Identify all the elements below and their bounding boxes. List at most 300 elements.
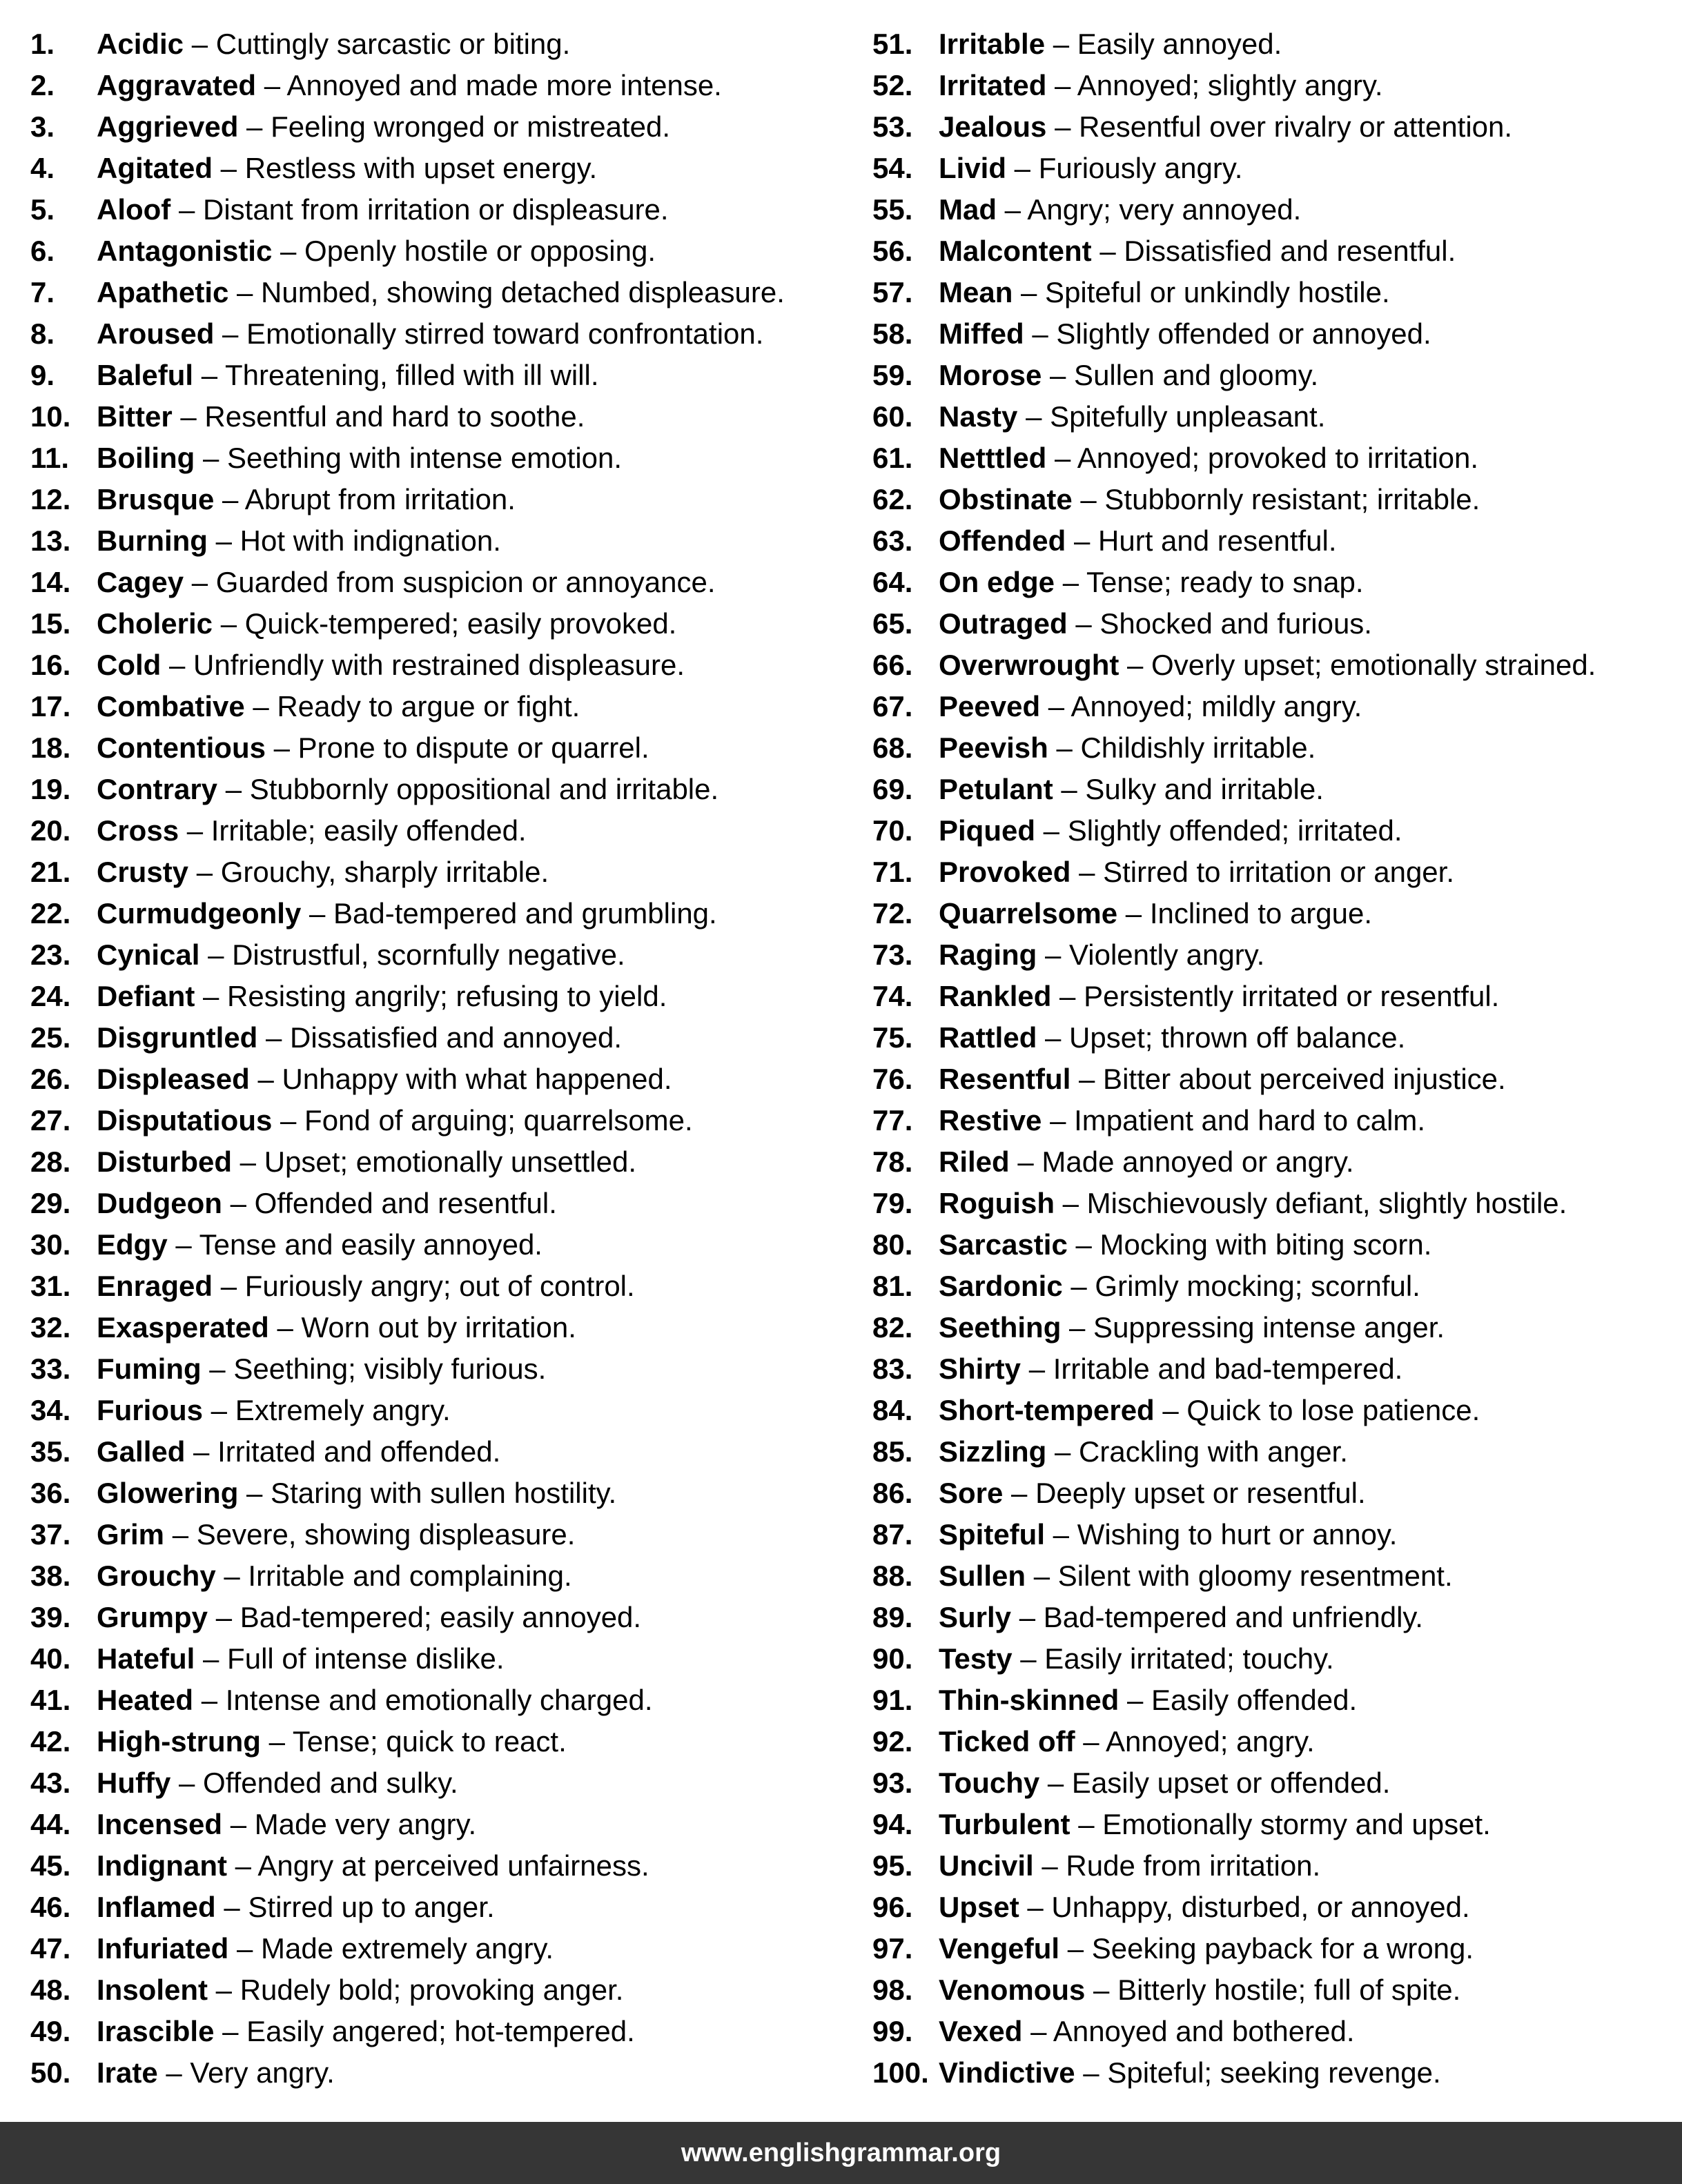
item-word: Contrary [97, 773, 218, 805]
list-item [30, 1804, 859, 1845]
item-definition: – Easily upset or offended. [1039, 1767, 1391, 1799]
item-number: 23. [30, 938, 71, 971]
item-number: 50. [30, 2056, 71, 2089]
item-definition: – Very angry. [157, 2056, 335, 2089]
item-word: Testy [939, 1642, 1013, 1675]
list-item [872, 313, 1680, 355]
item-definition: – Bad-tempered; easily annoyed. [208, 1601, 642, 1633]
list-item [872, 1845, 1680, 1887]
item-word: On edge [939, 566, 1055, 598]
item-definition: – Abrupt from irritation. [214, 483, 516, 515]
item-number: 88. [872, 1560, 913, 1592]
item-word: Sullen [939, 1560, 1026, 1592]
item-word: Aloof [97, 193, 171, 226]
item-word: Seething [939, 1311, 1062, 1344]
item-definition: – Tense; quick to react. [260, 1725, 567, 1758]
list-item [30, 1017, 859, 1059]
item-number: 28. [30, 1145, 71, 1178]
word-list-column-right [872, 23, 1680, 2094]
list-item [30, 1431, 859, 1473]
item-word: Sardonic [939, 1270, 1063, 1302]
item-number: 85. [872, 1435, 913, 1468]
item-word: Cross [97, 814, 179, 847]
item-definition: – Upset; thrown off balance. [1037, 1021, 1406, 1054]
item-number: 74. [872, 980, 913, 1012]
list-item [872, 1141, 1680, 1183]
item-number: 10. [30, 400, 71, 433]
list-item [30, 1969, 859, 2011]
item-word: Morose [939, 359, 1042, 391]
item-word: Outraged [939, 607, 1068, 640]
item-word: Crusty [97, 856, 189, 888]
item-number: 98. [872, 1974, 913, 2006]
item-word: Shirty [939, 1352, 1021, 1385]
item-definition: – Emotionally stormy and upset. [1070, 1808, 1491, 1840]
word-list-column-left [30, 23, 859, 2094]
item-word: Bitter [97, 400, 173, 433]
item-number: 89. [872, 1601, 913, 1633]
item-number: 55. [872, 193, 913, 226]
item-word: Grouchy [97, 1560, 216, 1592]
item-definition: – Violently angry. [1037, 938, 1265, 971]
item-word: Brusque [97, 483, 215, 515]
item-definition: – Bitter about perceived injustice. [1070, 1063, 1506, 1095]
item-word: Infuriated [97, 1932, 229, 1965]
item-definition: – Emotionally stirred toward confrontation. [214, 317, 764, 350]
item-definition: – Wishing to hurt or annoy. [1045, 1518, 1398, 1551]
item-word: Vengeful [939, 1932, 1060, 1965]
item-definition: – Annoyed and bothered. [1022, 2015, 1355, 2047]
item-definition: – Fond of arguing; quarrelsome. [272, 1104, 693, 1137]
item-word: Disturbed [97, 1145, 233, 1178]
item-word: Heated [97, 1684, 194, 1716]
item-word: Grim [97, 1518, 165, 1551]
item-word: Combative [97, 690, 245, 722]
item-number: 46. [30, 1891, 71, 1923]
item-word: Irascible [97, 2015, 215, 2047]
list-item [872, 1431, 1680, 1473]
item-definition: – Upset; emotionally unsettled. [232, 1145, 637, 1178]
item-number: 96. [872, 1891, 913, 1923]
list-item [872, 1017, 1680, 1059]
item-definition: – Distrustful, scornfully negative. [199, 938, 625, 971]
item-definition: – Bad-tempered and unfriendly. [1011, 1601, 1423, 1633]
item-number: 64. [872, 566, 913, 598]
item-word: Petulant [939, 773, 1053, 805]
item-word: Irritated [939, 69, 1047, 101]
item-definition: – Dissatisfied and resentful. [1091, 235, 1456, 267]
list-item [872, 1804, 1680, 1845]
list-item [872, 520, 1680, 562]
item-definition: – Severe, showing displeasure. [164, 1518, 576, 1551]
item-word: Sore [939, 1477, 1004, 1509]
list-item [872, 65, 1680, 106]
item-word: Thin-skinned [939, 1684, 1119, 1716]
item-number: 70. [872, 814, 913, 847]
item-number: 29. [30, 1187, 71, 1219]
list-item [872, 272, 1680, 313]
list-item [872, 893, 1680, 934]
list-item [30, 437, 859, 479]
item-number: 94. [872, 1808, 913, 1840]
item-definition: – Easily angered; hot-tempered. [214, 2015, 635, 2047]
item-word: Acidic [97, 28, 184, 60]
item-definition: – Cuttingly sarcastic or biting. [184, 28, 571, 60]
list-item [30, 2052, 859, 2094]
item-definition: – Quick-tempered; easily provoked. [213, 607, 677, 640]
item-number: 66. [872, 649, 913, 681]
list-item [30, 230, 859, 272]
item-definition: – Resisting angrily; refusing to yield. [195, 980, 667, 1012]
item-definition: – Restless with upset energy. [213, 152, 598, 184]
list-item [872, 479, 1680, 520]
list-item [872, 2011, 1680, 2052]
item-definition: – Irritable and complaining. [215, 1560, 572, 1592]
item-definition: – Made extremely angry. [228, 1932, 554, 1965]
list-item [30, 562, 859, 603]
item-number: 16. [30, 649, 71, 681]
item-word: Aggrieved [97, 110, 239, 143]
item-number: 59. [872, 359, 913, 391]
list-item [30, 1721, 859, 1762]
list-item [30, 1887, 859, 1928]
item-word: Venomous [939, 1974, 1086, 2006]
item-definition: – Irritable; easily offended. [179, 814, 527, 847]
item-number: 40. [30, 1642, 71, 1675]
list-item [30, 1473, 859, 1514]
item-definition: – Numbed, showing detached displeasure. [228, 276, 785, 308]
item-word: Obstinate [939, 483, 1073, 515]
item-number: 21. [30, 856, 71, 888]
list-item [30, 1100, 859, 1141]
list-item [872, 727, 1680, 769]
item-number: 58. [872, 317, 913, 350]
item-number: 69. [872, 773, 913, 805]
item-definition: – Full of intense dislike. [195, 1642, 505, 1675]
list-item [872, 1266, 1680, 1307]
item-definition: – Offended and sulky. [170, 1767, 458, 1799]
list-item [872, 355, 1680, 396]
item-number: 91. [872, 1684, 913, 1716]
item-definition: – Threatening, filled with ill will. [193, 359, 599, 391]
item-number: 53. [872, 110, 913, 143]
item-word: Upset [939, 1891, 1019, 1923]
item-definition: – Unfriendly with restrained displeasure. [161, 649, 685, 681]
list-item [872, 1514, 1680, 1555]
list-item [30, 1307, 859, 1348]
item-definition: – Tense; ready to snap. [1055, 566, 1364, 598]
item-definition: – Shocked and furious. [1067, 607, 1372, 640]
list-item [30, 893, 859, 934]
item-word: Nasty [939, 400, 1018, 433]
list-item [30, 1390, 859, 1431]
item-definition: – Childishly irritable. [1048, 731, 1316, 764]
list-item [30, 1555, 859, 1597]
item-word: Burning [97, 524, 208, 557]
item-number: 44. [30, 1808, 71, 1840]
item-word: Malcontent [939, 235, 1092, 267]
item-definition: – Stubbornly oppositional and irritable. [217, 773, 719, 805]
item-definition: – Annoyed and made more intense. [256, 69, 722, 101]
item-number: 76. [872, 1063, 913, 1095]
list-item [30, 1680, 859, 1721]
item-number: 11. [30, 442, 70, 474]
list-item [872, 1100, 1680, 1141]
item-number: 80. [872, 1228, 913, 1261]
list-item [872, 1555, 1680, 1597]
item-number: 92. [872, 1725, 913, 1758]
item-definition: – Made very angry. [222, 1808, 477, 1840]
item-number: 32. [30, 1311, 71, 1344]
item-word: Huffy [97, 1767, 171, 1799]
list-item [30, 769, 859, 810]
list-item [872, 852, 1680, 893]
item-definition: – Annoyed; provoked to irritation. [1046, 442, 1479, 474]
item-definition: – Easily irritated; touchy. [1012, 1642, 1334, 1675]
list-item [872, 1307, 1680, 1348]
list-item [872, 976, 1680, 1017]
item-number: 37. [30, 1518, 71, 1551]
item-number: 5. [30, 193, 55, 226]
item-word: Dudgeon [97, 1187, 222, 1219]
item-definition: – Overly upset; emotionally strained. [1119, 649, 1596, 681]
list-item [872, 1390, 1680, 1431]
item-definition: – Prone to dispute or quarrel. [265, 731, 649, 764]
item-word: Contentious [97, 731, 266, 764]
item-word: Overwrought [939, 649, 1119, 681]
item-number: 71. [872, 856, 913, 888]
item-definition: – Made annoyed or angry. [1009, 1145, 1354, 1178]
item-word: Spiteful [939, 1518, 1045, 1551]
list-item [872, 396, 1680, 437]
item-word: Furious [97, 1394, 203, 1426]
list-item [872, 562, 1680, 603]
item-definition: – Guarded from suspicion or annoyance. [184, 566, 716, 598]
item-definition: – Persistently irritated or resentful. [1051, 980, 1500, 1012]
item-number: 14. [30, 566, 71, 598]
item-definition: – Tense and easily annoyed. [167, 1228, 542, 1261]
item-definition: – Stirred up to anger. [215, 1891, 495, 1923]
item-word: Rattled [939, 1021, 1037, 1054]
item-definition: – Sulky and irritable. [1053, 773, 1324, 805]
item-definition: – Irritated and offended. [185, 1435, 501, 1468]
item-definition: – Mischievously defiant, slightly hostile. [1054, 1187, 1567, 1219]
list-item [30, 727, 859, 769]
item-definition: – Resentful and hard to soothe. [172, 400, 585, 433]
item-word: Rankled [939, 980, 1052, 1012]
item-number: 41. [30, 1684, 71, 1716]
item-word: Glowering [97, 1477, 239, 1509]
list-item [30, 1762, 859, 1804]
list-item [30, 1928, 859, 1969]
item-definition: – Inclined to argue. [1117, 897, 1373, 929]
item-definition: – Seething with intense emotion. [195, 442, 623, 474]
list-item [30, 1224, 859, 1266]
item-number: 57. [872, 276, 913, 308]
item-number: 49. [30, 2015, 71, 2047]
item-word: Vindictive [939, 2056, 1075, 2089]
item-number: 77. [872, 1104, 913, 1137]
item-definition: – Deeply upset or resentful. [1003, 1477, 1366, 1509]
list-item [872, 23, 1680, 65]
item-definition: – Sullen and gloomy. [1042, 359, 1319, 391]
item-word: Livid [939, 152, 1007, 184]
item-number: 20. [30, 814, 71, 847]
item-word: Touchy [939, 1767, 1040, 1799]
item-word: Aggravated [97, 69, 257, 101]
list-item [872, 934, 1680, 976]
item-number: 38. [30, 1560, 71, 1592]
item-definition: – Unhappy with what happened. [249, 1063, 672, 1095]
item-number: 65. [872, 607, 913, 640]
item-number: 97. [872, 1932, 913, 1965]
list-item [872, 437, 1680, 479]
item-number: 82. [872, 1311, 913, 1344]
item-word: Piqued [939, 814, 1036, 847]
item-number: 99. [872, 2015, 913, 2047]
item-word: Hateful [97, 1642, 195, 1675]
item-number: 87. [872, 1518, 913, 1551]
item-definition: – Unhappy, disturbed, or annoyed. [1019, 1891, 1470, 1923]
item-word: Boiling [97, 442, 195, 474]
item-definition: – Impatient and hard to calm. [1042, 1104, 1426, 1137]
list-item [30, 810, 859, 852]
list-item [30, 1638, 859, 1680]
item-number: 2. [30, 69, 55, 101]
item-word: Surly [939, 1601, 1012, 1633]
footer-bar [0, 2122, 1682, 2184]
item-number: 81. [872, 1270, 913, 1302]
item-definition: – Staring with sullen hostility. [238, 1477, 617, 1509]
item-number: 19. [30, 773, 71, 805]
item-word: Provoked [939, 856, 1071, 888]
item-word: Irritable [939, 28, 1046, 60]
item-word: Exasperated [97, 1311, 269, 1344]
item-number: 83. [872, 1352, 913, 1385]
item-number: 35. [30, 1435, 71, 1468]
item-word: Jealous [939, 110, 1047, 143]
item-definition: – Dissatisfied and annoyed. [257, 1021, 623, 1054]
item-definition: – Angry at perceived unfairness. [226, 1849, 649, 1882]
item-number: 4. [30, 152, 55, 184]
list-item [30, 355, 859, 396]
item-number: 13. [30, 524, 71, 557]
item-number: 84. [872, 1394, 913, 1426]
item-word: Indignant [97, 1849, 227, 1882]
item-number: 31. [30, 1270, 71, 1302]
item-number: 36. [30, 1477, 71, 1509]
list-item [872, 1183, 1680, 1224]
list-item [872, 1928, 1680, 1969]
list-item [30, 976, 859, 1017]
item-definition: – Mocking with biting scorn. [1067, 1228, 1432, 1261]
list-item [872, 1969, 1680, 2011]
item-word: Netttled [939, 442, 1047, 474]
item-word: Defiant [97, 980, 195, 1012]
list-item [872, 106, 1680, 148]
item-word: Fuming [97, 1352, 202, 1385]
item-word: Insolent [97, 1974, 208, 2006]
item-word: High-strung [97, 1725, 261, 1758]
item-definition: – Slightly offended or annoyed. [1024, 317, 1431, 350]
item-number: 51. [872, 28, 913, 60]
item-number: 47. [30, 1932, 71, 1965]
list-item [872, 603, 1680, 645]
item-word: Enraged [97, 1270, 213, 1302]
item-word: Choleric [97, 607, 213, 640]
list-item [872, 1680, 1680, 1721]
item-definition: – Seeking payback for a wrong. [1059, 1932, 1474, 1965]
item-definition: – Easily annoyed. [1045, 28, 1282, 60]
item-word: Turbulent [939, 1808, 1070, 1840]
item-number: 42. [30, 1725, 71, 1758]
item-word: Cold [97, 649, 162, 681]
item-definition: – Openly hostile or opposing. [272, 235, 656, 267]
item-definition: – Crackling with anger. [1046, 1435, 1348, 1468]
list-item [30, 1348, 859, 1390]
item-word: Vexed [939, 2015, 1023, 2047]
list-item [30, 934, 859, 976]
item-number: 54. [872, 152, 913, 184]
list-item [872, 1059, 1680, 1100]
item-number: 26. [30, 1063, 71, 1095]
list-item [30, 272, 859, 313]
item-definition: – Intense and emotionally charged. [193, 1684, 653, 1716]
item-definition: – Slightly offended; irritated. [1035, 814, 1402, 847]
list-item [30, 189, 859, 230]
item-word: Mad [939, 193, 997, 226]
list-item [30, 148, 859, 189]
list-item [30, 1514, 859, 1555]
item-definition: – Hurt and resentful. [1066, 524, 1337, 557]
item-number: 62. [872, 483, 913, 515]
item-definition: – Annoyed; angry. [1075, 1725, 1315, 1758]
list-item [872, 148, 1680, 189]
item-word: Grumpy [97, 1601, 208, 1633]
item-word: Aroused [97, 317, 215, 350]
footer-site-link[interactable]: www.englishgrammar.org [681, 2138, 1001, 2167]
item-word: Galled [97, 1435, 186, 1468]
list-item [30, 645, 859, 686]
list-item [30, 1266, 859, 1307]
item-word: Raging [939, 938, 1037, 971]
item-word: Uncivil [939, 1849, 1034, 1882]
item-number: 8. [30, 317, 55, 350]
item-number: 60. [872, 400, 913, 433]
item-word: Restive [939, 1104, 1042, 1137]
item-word: Disputatious [97, 1104, 273, 1137]
item-definition: – Stubbornly resistant; irritable. [1072, 483, 1480, 515]
list-item [872, 1224, 1680, 1266]
item-number: 6. [30, 235, 55, 267]
item-definition: – Bad-tempered and grumbling. [301, 897, 717, 929]
item-word: Resentful [939, 1063, 1071, 1095]
item-number: 93. [872, 1767, 913, 1799]
item-word: Incensed [97, 1808, 223, 1840]
item-number: 45. [30, 1849, 71, 1882]
list-item [30, 2011, 859, 2052]
item-definition: – Offended and resentful. [222, 1187, 557, 1219]
item-number: 7. [30, 276, 55, 308]
item-number: 79. [872, 1187, 913, 1219]
item-word: Edgy [97, 1228, 168, 1261]
item-number: 75. [872, 1021, 913, 1054]
list-item [30, 520, 859, 562]
item-definition: – Spiteful; seeking revenge. [1075, 2056, 1441, 2089]
item-definition: – Grimly mocking; scornful. [1062, 1270, 1420, 1302]
item-number: 17. [30, 690, 71, 722]
list-item [872, 1887, 1680, 1928]
